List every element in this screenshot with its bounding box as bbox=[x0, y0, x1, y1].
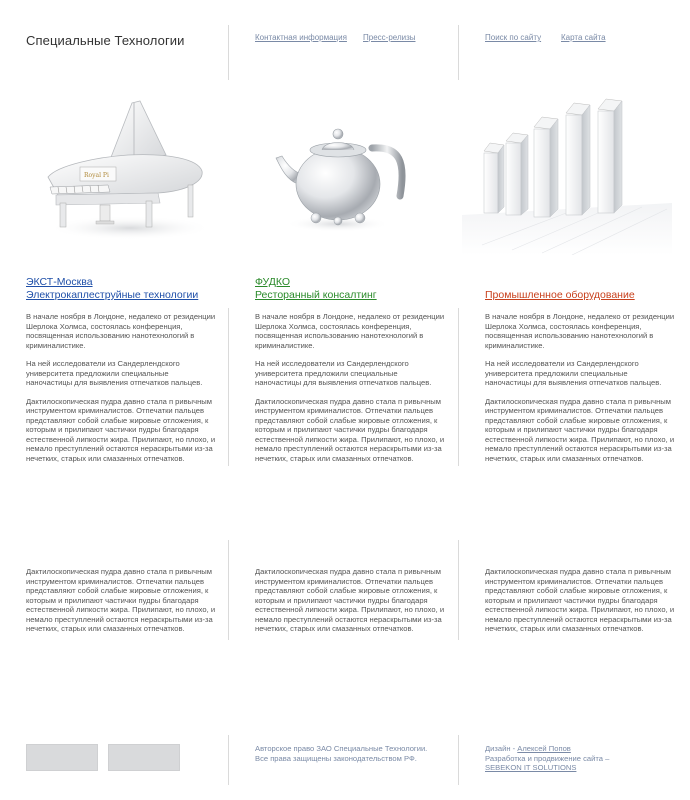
column-1-title[interactable] bbox=[26, 276, 198, 302]
piano-illustration bbox=[38, 95, 218, 245]
column-3-title-line1[interactable]: Промышленное оборудование bbox=[485, 289, 635, 301]
design-label: Дизайн - bbox=[485, 744, 518, 753]
copyright-line-1: Авторское право ЗАО Специальные Технологии. bbox=[255, 744, 428, 753]
divider-low-1 bbox=[228, 540, 229, 640]
column-2-paragraph-4: Дактилоскопическая пудра давно стала п ривычным инструментом криминалистов. Отпечатки пальцев представляют собой слабые жировые отложения, к которым и прилипают частички пудры благодаря естественной липкости жира. Прилипают, но плохо, и немало преступлений остаются нераскрытыми из-за нечетких, старых или смазанных отпечатков. bbox=[255, 567, 445, 633]
footer-banner-1[interactable] bbox=[26, 744, 98, 771]
column-1-paragraph-3: Дактилоскопическая пудра давно стала п ривычным инструментом криминалистов. Отпечатки пальцев представляют собой слабые жировые отложения, к которым и прилипают частички пудры благодаря естественной липкости жира. Прилипают, но плохо, и немало преступлений остаются нераскрытыми из-за нечетких, старых или смазанных отпечатков. bbox=[26, 396, 216, 463]
divider-mid-1 bbox=[228, 308, 229, 466]
column-1-paragraph-2: На ней исследователи из Сандерлендского университета предложили специальные наночастицы для выявления отпечатков пальцев. bbox=[26, 359, 203, 387]
column-2-paragraph-2: На ней исследователи из Сандерлендского университета предложили специальные наночастицы для выявления отпечатков пальцев. bbox=[255, 359, 432, 387]
column-3-paragraph-1: В начале ноября в Лондоне, недалеко от резиденции Шерлока Холмса, состоялась конференция, посвященная использованию нанотехнологий в криминалистике. bbox=[485, 312, 675, 350]
divider-low-2 bbox=[458, 540, 459, 640]
column-3-paragraph-3: Дактилоскопическая пудра давно стала п ривычным инструментом криминалистов. Отпечатки пальцев представляют собой слабые жировые отложения, к которым и прилипают частички пудры благодаря естественной липкости жира. Прилипают, но плохо, и немало преступлений остаются нераскрытыми из-за нечетких, старых или смазанных отпечатков. bbox=[485, 396, 675, 463]
cartons-illustration bbox=[462, 95, 672, 255]
copyright bbox=[255, 744, 427, 763]
column-3-lower-text bbox=[485, 567, 675, 643]
footer-banner-2[interactable] bbox=[108, 744, 180, 771]
designer-link[interactable]: Алексей Попов bbox=[517, 744, 571, 753]
column-1-title-line2[interactable]: Электрокаплеструйные технологии bbox=[26, 289, 199, 301]
column-2-paragraph-1: В начале ноября в Лондоне, недалеко от резиденции Шерлока Холмса, состоялась конференция, посвященная использованию нанотехнологий в криминалистике. bbox=[255, 312, 445, 350]
column-2-title-line1[interactable]: ФУДКО bbox=[255, 276, 290, 288]
divider-foot-1 bbox=[228, 735, 229, 785]
piano-brand: Royal Pi bbox=[84, 172, 109, 179]
column-3-paragraph-2: На ней исследователи из Сандерлендского университета предложили специальные наночастицы для выявления отпечатков пальцев. bbox=[485, 359, 662, 387]
column-1-title-line1[interactable]: ЭКСТ-Москва bbox=[26, 276, 93, 288]
teapot-illustration bbox=[272, 120, 412, 235]
column-3-text bbox=[485, 312, 675, 472]
column-2-title-line2[interactable]: Ресторанный консалтинг bbox=[255, 289, 377, 301]
column-2-lower-text bbox=[255, 567, 445, 643]
column-3-title[interactable] bbox=[485, 289, 635, 302]
column-3-paragraph-4: Дактилоскопическая пудра давно стала п ривычным инструментом криминалистов. Отпечатки пальцев представляют собой слабые жировые отложения, к которым и прилипают частички пудры благодаря естественной липкости жира. Прилипают, но плохо, и немало преступлений остаются нераскрытыми из-за нечетких, старых или смазанных отпечатков. bbox=[485, 567, 675, 633]
divider-foot-2 bbox=[458, 735, 459, 785]
site-logo[interactable]: Специальные Технологии bbox=[26, 33, 185, 48]
column-1-paragraph-4: Дактилоскопическая пудра давно стала п ривычным инструментом криминалистов. Отпечатки пальцев представляют собой слабые жировые отложения, к которым и прилипают частички пудры благодаря естественной липкости жира. Прилипают, но плохо, и немало преступлений остаются нераскрытыми из-за нечетких, старых или смазанных отпечатков. bbox=[26, 567, 216, 633]
column-2-text bbox=[255, 312, 445, 472]
divider-top-2 bbox=[458, 25, 459, 80]
press-link[interactable]: Пресс-релизы bbox=[363, 33, 416, 42]
developer-link[interactable]: SEBEKON IT SOLUTIONS bbox=[485, 763, 577, 772]
credits bbox=[485, 744, 609, 773]
sitemap-link[interactable]: Карта сайта bbox=[561, 33, 606, 42]
column-1-paragraph-1: В начале ноября в Лондоне, недалеко от резиденции Шерлока Холмса, состоялась конференция, посвященная использованию нанотехнологий в криминалистике. bbox=[26, 312, 216, 350]
design-credit bbox=[485, 744, 609, 754]
column-2-title[interactable] bbox=[255, 276, 377, 302]
dev-label: Разработка и продвижение сайта – bbox=[485, 753, 610, 763]
copyright-line-2: Все права защищены законодательством РФ. bbox=[255, 753, 417, 763]
divider-top-1 bbox=[228, 25, 229, 80]
column-1-lower-text bbox=[26, 567, 216, 643]
column-1-text bbox=[26, 312, 216, 472]
contact-link[interactable]: Контактная информация bbox=[255, 33, 347, 42]
divider-mid-2 bbox=[458, 308, 459, 466]
column-2-paragraph-3: Дактилоскопическая пудра давно стала п ривычным инструментом криминалистов. Отпечатки пальцев представляют собой слабые жировые отложения, к которым и прилипают частички пудры благодаря естественной липкости жира. Прилипают, но плохо, и немало преступлений остаются нераскрытыми из-за нечетких, старых или смазанных отпечатков. bbox=[255, 396, 445, 463]
search-link[interactable]: Поиск по сайту bbox=[485, 33, 542, 42]
